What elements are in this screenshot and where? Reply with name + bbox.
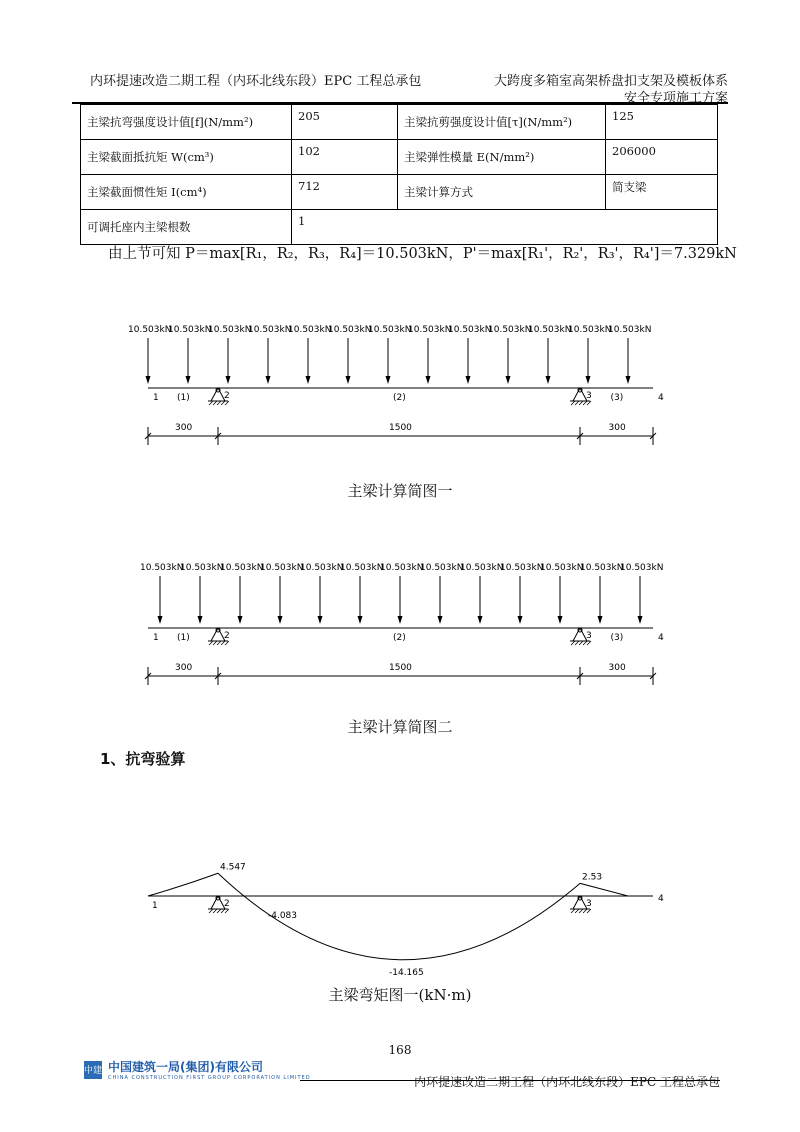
dimension-label: 300 <box>175 663 193 673</box>
moment-value-label: -4.083 <box>268 911 298 921</box>
param-label: 主梁抗剪强度设计值[τ](N/mm²) <box>398 105 606 140</box>
beam-diagram-2 <box>0 550 800 700</box>
load-label: 10.503kN <box>620 563 664 573</box>
load-formula: 由上节可知 P＝max[R₁，R₂，R₃，R₄]＝10.503kN，P'＝max[R₁'，R₂'，R₃'，R₄']＝7.329kN <box>108 246 737 262</box>
param-label: 主梁截面抵抗矩 W(cm³) <box>81 140 292 175</box>
param-label: 主梁截面惯性矩 I(cm⁴) <box>81 175 292 210</box>
diagram-2-caption: 主梁计算简图二 <box>347 718 453 736</box>
load-arrowhead <box>386 376 391 384</box>
moment-curve <box>148 873 628 959</box>
load-arrowhead <box>226 376 231 384</box>
load-label: 10.503kN <box>180 563 224 573</box>
node-label: 2 <box>224 391 230 401</box>
param-value: 206000 <box>606 140 718 175</box>
load-arrowhead <box>546 376 551 384</box>
load-arrowhead <box>466 376 471 384</box>
span-label: (1) <box>177 633 190 643</box>
table-row <box>81 140 718 175</box>
load-label: 10.503kN <box>528 325 572 335</box>
node-label: 4 <box>658 393 664 403</box>
diagram-1-caption: 主梁计算简图一 <box>347 482 453 500</box>
param-label: 主梁计算方式 <box>398 175 606 210</box>
load-arrowhead <box>198 616 203 624</box>
footer-right: 内环提速改造二期工程（内环北线东段）EPC 工程总承包 <box>414 1075 720 1089</box>
dimension-label: 300 <box>608 423 626 433</box>
load-label: 10.503kN <box>208 325 252 335</box>
load-label: 10.503kN <box>368 325 412 335</box>
load-arrowhead <box>478 616 483 624</box>
moment-value-label: 4.547 <box>220 862 246 873</box>
node-label: 3 <box>586 631 592 641</box>
node-label: 2 <box>224 899 230 909</box>
load-arrowhead <box>398 616 403 624</box>
load-label: 10.503kN <box>408 325 452 335</box>
load-arrowhead <box>558 616 563 624</box>
load-label: 10.503kN <box>540 563 584 573</box>
moment-diagram <box>0 860 800 978</box>
table-row <box>81 105 718 140</box>
load-arrowhead <box>146 376 151 384</box>
moment-value-label: 2.53 <box>582 872 603 883</box>
span-label: (3) <box>610 633 624 643</box>
dimension-label: 300 <box>175 423 193 433</box>
span-label: (3) <box>610 393 624 403</box>
load-label: 10.503kN <box>568 325 612 335</box>
header-left: 内环提速改造二期工程（内环北线东段）EPC 工程总承包 <box>90 74 422 89</box>
node-label: 3 <box>586 899 592 909</box>
load-arrowhead <box>358 616 363 624</box>
param-label: 主梁抗弯强度设计值[f](N/mm²) <box>81 105 292 140</box>
node-label: 1 <box>153 633 159 643</box>
load-arrowhead <box>346 376 351 384</box>
param-value: 205 <box>292 105 398 140</box>
moment-diagram-caption: 主梁弯矩图一(kN·m) <box>328 986 472 1004</box>
load-arrowhead <box>426 376 431 384</box>
param-value: 712 <box>292 175 398 210</box>
param-value: 102 <box>292 140 398 175</box>
param-value: 1 <box>292 210 718 245</box>
section-title: 1、抗弯验算 <box>100 750 186 768</box>
load-label: 10.503kN <box>168 325 212 335</box>
load-label: 10.503kN <box>420 563 464 573</box>
load-arrowhead <box>278 616 283 624</box>
load-label: 10.503kN <box>380 563 424 573</box>
load-label: 10.503kN <box>488 325 532 335</box>
logo-mark: 中建 <box>84 1061 102 1079</box>
load-label: 10.503kN <box>500 563 544 573</box>
dimension-label: 1500 <box>389 663 412 673</box>
load-arrowhead <box>266 376 271 384</box>
load-arrowhead <box>598 616 603 624</box>
load-arrowhead <box>306 376 311 384</box>
node-label: 1 <box>152 901 158 911</box>
company-name-cn: 中国建筑一局(集团)有限公司 <box>108 1060 263 1074</box>
load-label: 10.503kN <box>128 325 172 335</box>
node-label: 2 <box>224 631 230 641</box>
node-label: 4 <box>658 894 664 904</box>
beam-parameters-table <box>80 104 718 245</box>
span-label: (1) <box>177 393 190 403</box>
load-arrowhead <box>586 376 591 384</box>
load-arrowhead <box>186 376 191 384</box>
load-arrowhead <box>318 616 323 624</box>
load-arrowhead <box>626 376 631 384</box>
load-label: 10.503kN <box>220 563 264 573</box>
company-logo <box>84 1058 311 1081</box>
load-arrowhead <box>438 616 443 624</box>
header-right-line1: 大跨度多箱室高架桥盘扣支架及模板体系 <box>493 74 728 89</box>
load-label: 10.503kN <box>260 563 304 573</box>
load-label: 10.503kN <box>328 325 372 335</box>
load-arrowhead <box>238 616 243 624</box>
span-label: (2) <box>393 633 406 643</box>
load-arrowhead <box>638 616 643 624</box>
load-label: 10.503kN <box>340 563 384 573</box>
span-label: (2) <box>393 393 406 403</box>
load-arrowhead <box>158 616 163 624</box>
param-value: 简支梁 <box>606 175 718 210</box>
node-label: 4 <box>658 633 664 643</box>
dimension-label: 1500 <box>389 423 412 433</box>
header-right-line2: 安全专项施工方案 <box>623 91 728 106</box>
param-label: 可调托座内主梁根数 <box>81 210 292 245</box>
load-label: 10.503kN <box>288 325 332 335</box>
load-label: 10.503kN <box>448 325 492 335</box>
load-arrowhead <box>518 616 523 624</box>
node-label: 3 <box>586 391 592 401</box>
param-label: 主梁弹性模量 E(N/mm²) <box>398 140 606 175</box>
moment-value-label: -14.165 <box>389 967 424 978</box>
table-row <box>81 210 718 245</box>
beam-diagram-1 <box>0 310 800 460</box>
load-label: 10.503kN <box>140 563 184 573</box>
param-value: 125 <box>606 105 718 140</box>
load-label: 10.503kN <box>460 563 504 573</box>
table-row <box>81 175 718 210</box>
load-label: 10.503kN <box>580 563 624 573</box>
load-arrowhead <box>506 376 511 384</box>
load-label: 10.503kN <box>300 563 344 573</box>
dimension-label: 300 <box>608 663 626 673</box>
load-label: 10.503kN <box>248 325 292 335</box>
load-label: 10.503kN <box>608 325 652 335</box>
page-number: 168 <box>388 1043 412 1057</box>
company-name-en: CHINA CONSTRUCTION FIRST GROUP CORPORATION LIMITED <box>108 1075 311 1081</box>
node-label: 1 <box>153 393 159 403</box>
